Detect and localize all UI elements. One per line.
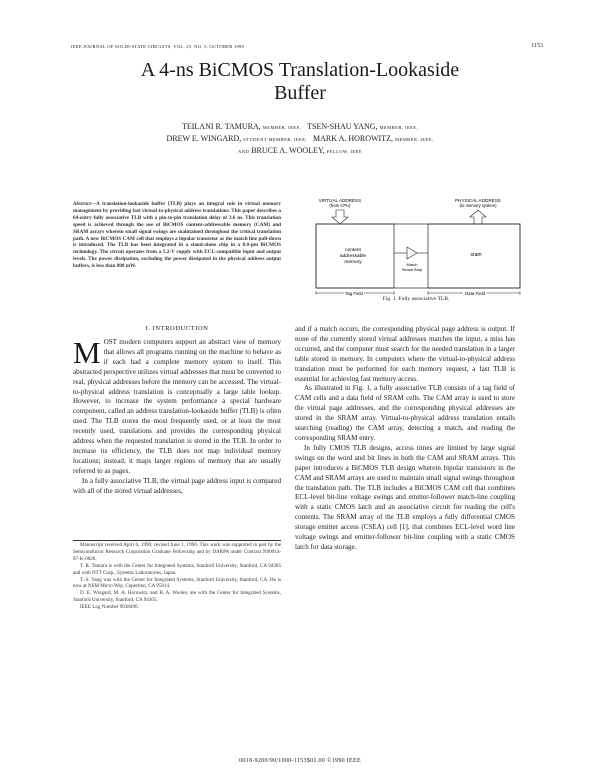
author-block: [60, 121, 540, 157]
input-arrow: [332, 210, 348, 224]
abstract: [73, 201, 281, 270]
footnote: T. R. Tamura is with the Center for Integrated Systems, Stanford University, Stanford, CA 94305 and with NTT Corp., Systems Laboratories, Japan.: [73, 562, 281, 576]
footnote: D. E. Wingard, M. A. Horowitz, and B. A. Wooley are with the Center for Integrated Systems, Stanford University, Stanford, CA 94305.: [73, 590, 281, 604]
author-line-2: [60, 133, 540, 145]
data-field-label: Data Field: [464, 291, 486, 296]
paper-title: [60, 59, 540, 105]
journal-header: IEEE JOURNAL OF SOLID-STATE CIRCUITS, VOL. 25, NO. 5, OCTOBER 1990: [71, 44, 245, 49]
abstract-label: Abstract: [73, 201, 91, 207]
sram-label: sram: [470, 252, 482, 258]
author-name: TEILANI R. TAMURA,: [181, 122, 261, 131]
author-conjunction: AND: [238, 149, 250, 154]
author-name: DREW E. WINGARD,: [166, 134, 242, 143]
intro-paragraph-1-text: OST modern computers support an abstract view of memory that allows all programs running on the machine to behave as if each had a complete memory system to itself. This abstracted perspective utilizes virtual addresses that must be converted to real, physical addresses before the memory can be accessed. The virtual-to-physical address translation is conceptually a large table lookup. However, to increase the system performance a special hardware component, called an address translation-lookaside buffer (TLB) is often used. The TLB stores the most frequently used, or at least the most recently used, translations and provides the corresponding physical address when the requested translation is stored in the TLB. In order to increase its efficiency, the TLB does not map individual memory locations; instead, it maps larger regions of memory that are usually referred to as pages.: [73, 338, 281, 475]
tag-field-label: Tag Field: [345, 291, 363, 296]
footnotes: [73, 542, 281, 611]
author-affiliation: STUDENT MEMBER, IEEE,: [243, 137, 307, 142]
title-line-1: A 4-ns BiCMOS Translation-Lookaside: [140, 59, 460, 81]
sense-amp-label-1: Match: [406, 262, 418, 267]
cam-label-2: addressable: [339, 254, 367, 259]
author-affiliation: FELLOW, IEEE: [326, 149, 362, 154]
intro-paragraph-1: [73, 335, 281, 477]
author-name: MARK A. HOROWITZ,: [313, 134, 393, 143]
physical-address-label: PHYSICAL ADDRESS: [455, 198, 501, 203]
physical-address-sublabel: (to memory system): [459, 203, 497, 208]
author-line-3: [60, 145, 540, 157]
right-column-body: [295, 325, 515, 553]
virtual-address-sublabel: (from CPU): [329, 203, 351, 208]
sense-amp-symbol: [407, 247, 417, 259]
issn-footer: 0018-9200/90/1000-1153$01.00 ©1990 IEEE: [239, 758, 361, 764]
sense-amp-label-2: Sense Amp: [401, 267, 423, 272]
body-paragraph: and if a match occurs, the corresponding physical page address is output. If none of the currently stored virtual addresses matches the input, a miss has occurred, and the computer must search for the needed translation in a larger table stored in memory. In computers where the virtual-to-physical address translation must be performed for each memory request, a fast TLB is essential for achieving fast memory access.: [295, 325, 515, 383]
figure-1-caption: Fig. 1. Fully associative TLB.: [382, 296, 450, 302]
title-line-2: Buffer: [274, 82, 326, 104]
output-arrow: [470, 210, 486, 224]
cam-label-3: memory: [344, 260, 362, 265]
intro-paragraph-2: In a fully associative TLB, the virtual page address input is compared with all of the stored virtual addresses,: [73, 476, 281, 495]
author-affiliation: MEMBER, IEEE,: [379, 125, 419, 130]
footnote: T.-S. Yang was with the Center for Integrated Systems, Stanford University, Stanford, CA. He is now at NSM Micro Way, Cupertino, CA 95014.: [73, 576, 281, 590]
footnote: IEEE Log Number 9038496.: [80, 604, 139, 611]
footnote: Manuscript received April 6, 1990; revised June 1, 1990. This work was supported in part by the Semiconductor Research Corporation Graduate Fellowship and by DARPA under Contract N00014-87-K-0828.: [73, 542, 281, 562]
abstract-text: —A translation-lookaside buffer (TLB) plays an integral role in virtual memory management by providing fast virtual-to-physical address translations. This paper describes a 64-entry fully associative TLB with a pin-to-pin translation delay of 3.6 ns. This translation speed is achieved through the use of BiCMOS content-addressable memory (CAM) and SRAM arrays wherein small signal swings are maintained throughout the critical translation path. A new BiCMOS CAM cell that employs a bipolar transistor as the match line pull-down is introduced. The TLB has been integrated in a stand-alone chip in a 0.8-μm BiCMOS technology. The circuit operates from a 5.2-V supply with ECL-compatible input and output levels. The power dissipation, excluding the power dissipated in the physical address output buffers, is less than 800 mW.: [73, 201, 281, 270]
page-number: 1153: [531, 43, 543, 49]
author-name: BRUCE A. WOOLEY,: [251, 146, 325, 155]
author-affiliation: MEMBER, IEEE,: [395, 137, 434, 142]
author-affiliation: MEMBER, IEEE,: [262, 125, 302, 130]
body-paragraph: In fully CMOS TLB designs, access times are limited by large signal swings on the word and bit lines in both the CAM and SRAM arrays. This paper introduces a BiCMOS TLB design wherein bipolar transistors in the CAM and SRAM arrays are used to maintain small signal swings throughout the translation path. The TLB includes a BiCMOS CAM cell that combines ECL-level bit-line voltage swings and emitter-follower match-line coupling with a static CMOS latch and an associative circuit for reading the cell's contents. The SRAM array of the TLB employs a fully differential CMOS storage emitter access (CSEA) cell [1], that combines ECL-level word line voltage swings and emitter-follower bit-line coupling with a static CMOS latch for data storage.: [295, 443, 515, 551]
author-name: TSEN-SHAU YANG,: [307, 122, 378, 131]
footnote-rule: [73, 540, 281, 541]
drop-cap: M: [73, 335, 101, 370]
body-paragraph: As illustrated in Fig. 1, a fully associative TLB consists of a tag field of CAM cells and a data field of SRAM cells. The CAM array is used to store the virtual page addresses, and the corresponding physical addresses are stored in the SRAM array. Virtual-to-physical address translation entails searching (reading) the CAM array, detecting a match, and reading the corresponding SRAM entry.: [295, 384, 515, 442]
virtual-address-label: VIRTUAL ADDRESS: [318, 198, 362, 203]
left-column-body: [73, 335, 281, 497]
author-line-1: [60, 121, 540, 133]
section-heading: I. INTRODUCTION: [145, 325, 209, 332]
cam-label-1: content: [345, 248, 361, 253]
figure-1-diagram: [300, 196, 532, 301]
